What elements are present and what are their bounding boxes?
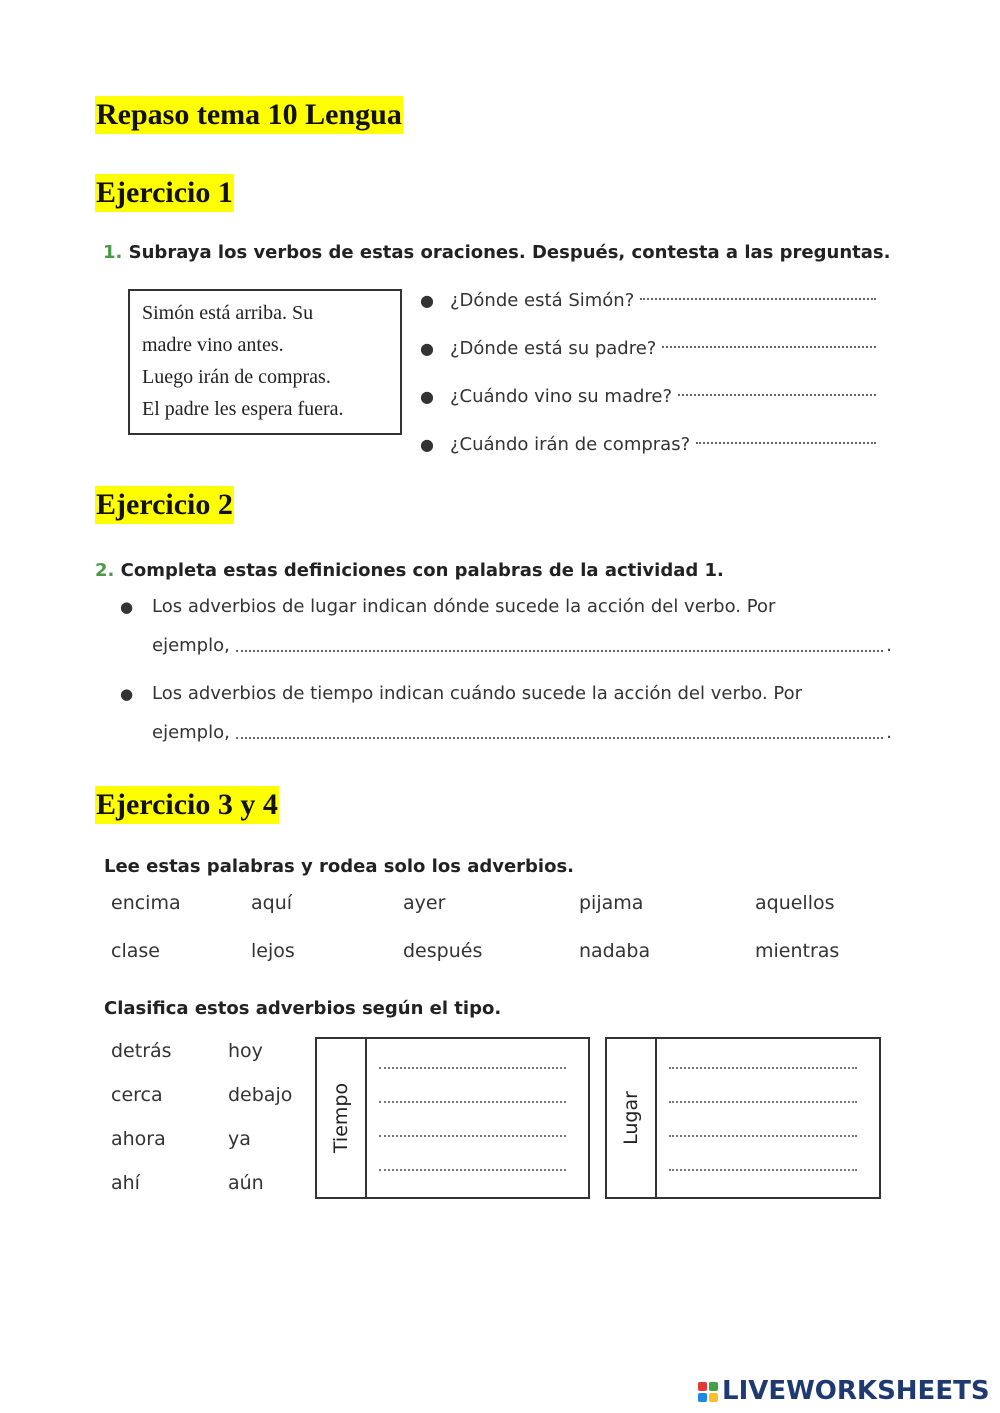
definition-text: Los adverbios de lugar indican dónde sucede la acción del verbo. Por — [152, 596, 776, 617]
exercise-2-number: 2. — [95, 560, 115, 581]
lugar-answer-lines — [657, 1039, 879, 1197]
liveworksheets-logo — [698, 1376, 990, 1406]
questions-list — [420, 276, 876, 468]
bullet-icon: ● — [120, 598, 134, 616]
exercise-2-heading: Ejercicio 2 — [95, 486, 234, 524]
answer-line[interactable] — [669, 1168, 857, 1171]
answer-blank[interactable] — [236, 736, 883, 739]
exercise-4-instruction: Clasifica estos adverbios según el tipo. — [104, 998, 502, 1019]
question-item — [420, 372, 876, 420]
question-text: ¿Cuándo irán de compras? — [450, 433, 691, 455]
adverb-word[interactable]: hoy — [228, 1040, 263, 1062]
definition-example-label: ejemplo, — [152, 722, 230, 743]
question-item — [420, 276, 876, 324]
answer-blank[interactable] — [640, 297, 876, 300]
exercise-34-heading: Ejercicio 3 y 4 — [95, 786, 279, 824]
exercise-1-instruction-text: Subraya los verbos de estas oraciones. Después, contesta a las preguntas. — [128, 242, 891, 263]
word-option[interactable]: aquí — [251, 892, 293, 914]
answer-line[interactable] — [379, 1134, 566, 1137]
lugar-label-cell — [607, 1039, 657, 1197]
question-text: ¿Dónde está su padre? — [450, 337, 657, 359]
word-option[interactable]: mientras — [755, 940, 840, 962]
exercise-1-heading: Ejercicio 1 — [95, 174, 234, 212]
word-option[interactable]: aquellos — [755, 892, 835, 914]
period: . — [886, 722, 892, 743]
exercise-2-instruction-text: Completa estas definiciones con palabras de la actividad 1. — [120, 560, 724, 581]
definition-item — [120, 596, 775, 617]
tiempo-answer-lines — [367, 1039, 588, 1197]
lugar-label: Lugar — [620, 1091, 642, 1145]
logo-text: LIVEWORKSHEETS — [722, 1376, 990, 1406]
adverb-word[interactable]: detrás — [111, 1040, 172, 1062]
definition-answer-row — [152, 722, 892, 743]
logo-mark-icon — [698, 1382, 718, 1402]
definition-example-label: ejemplo, — [152, 635, 230, 656]
adverb-word[interactable]: aún — [228, 1172, 264, 1194]
word-option[interactable]: nadaba — [579, 940, 651, 962]
word-option[interactable]: ayer — [403, 892, 446, 914]
question-text: ¿Dónde está Simón? — [450, 289, 635, 311]
definition-answer-row — [152, 635, 892, 656]
question-item — [420, 324, 876, 372]
exercise-1-number: 1. — [103, 242, 123, 263]
question-text: ¿Cuándo vino su madre? — [450, 385, 673, 407]
answer-blank[interactable] — [678, 393, 876, 396]
definition-item — [120, 683, 802, 704]
bullet-icon: ● — [420, 338, 434, 358]
answer-line[interactable] — [379, 1168, 566, 1171]
sentence-line[interactable]: El padre les espera fuera. — [142, 398, 344, 420]
bullet-icon: ● — [420, 386, 434, 406]
adverb-word[interactable]: ya — [228, 1128, 251, 1150]
word-option[interactable]: lejos — [251, 940, 295, 962]
word-option[interactable]: encima — [111, 892, 181, 914]
exercise-1-instruction — [103, 242, 890, 263]
definition-text: Los adverbios de tiempo indican cuándo sucede la acción del verbo. Por — [152, 683, 803, 704]
adverb-word[interactable]: ahora — [111, 1128, 166, 1150]
page-title: Repaso tema 10 Lengua — [95, 96, 403, 134]
word-option[interactable]: clase — [111, 940, 160, 962]
lugar-table — [605, 1037, 881, 1199]
answer-line[interactable] — [669, 1100, 857, 1103]
sentence-line[interactable]: madre vino antes. — [142, 334, 284, 356]
answer-blank[interactable] — [696, 441, 876, 444]
answer-line[interactable] — [669, 1134, 857, 1137]
answer-line[interactable] — [379, 1100, 566, 1103]
sentence-line[interactable]: Luego irán de compras. — [142, 366, 331, 388]
answer-line[interactable] — [379, 1066, 566, 1069]
question-item — [420, 420, 876, 468]
exercise-2-instruction — [95, 560, 724, 581]
answer-blank[interactable] — [662, 345, 876, 348]
exercise-3-instruction: Lee estas palabras y rodea solo los adverbios. — [104, 856, 575, 877]
adverb-word[interactable]: cerca — [111, 1084, 163, 1106]
adverb-word[interactable]: debajo — [228, 1084, 293, 1106]
tiempo-label: Tiempo — [330, 1082, 352, 1154]
bullet-icon: ● — [420, 290, 434, 310]
bullet-icon: ● — [120, 685, 134, 703]
sentences-box — [128, 289, 402, 435]
adverb-word[interactable]: ahí — [111, 1172, 140, 1194]
tiempo-table — [315, 1037, 590, 1199]
answer-blank[interactable] — [236, 649, 883, 652]
period: . — [886, 635, 892, 656]
tiempo-label-cell — [317, 1039, 367, 1197]
answer-line[interactable] — [669, 1066, 857, 1069]
word-option[interactable]: pijama — [579, 892, 644, 914]
word-option[interactable]: después — [403, 940, 483, 962]
sentence-line[interactable]: Simón está arriba. Su — [142, 302, 314, 324]
bullet-icon: ● — [420, 434, 434, 454]
